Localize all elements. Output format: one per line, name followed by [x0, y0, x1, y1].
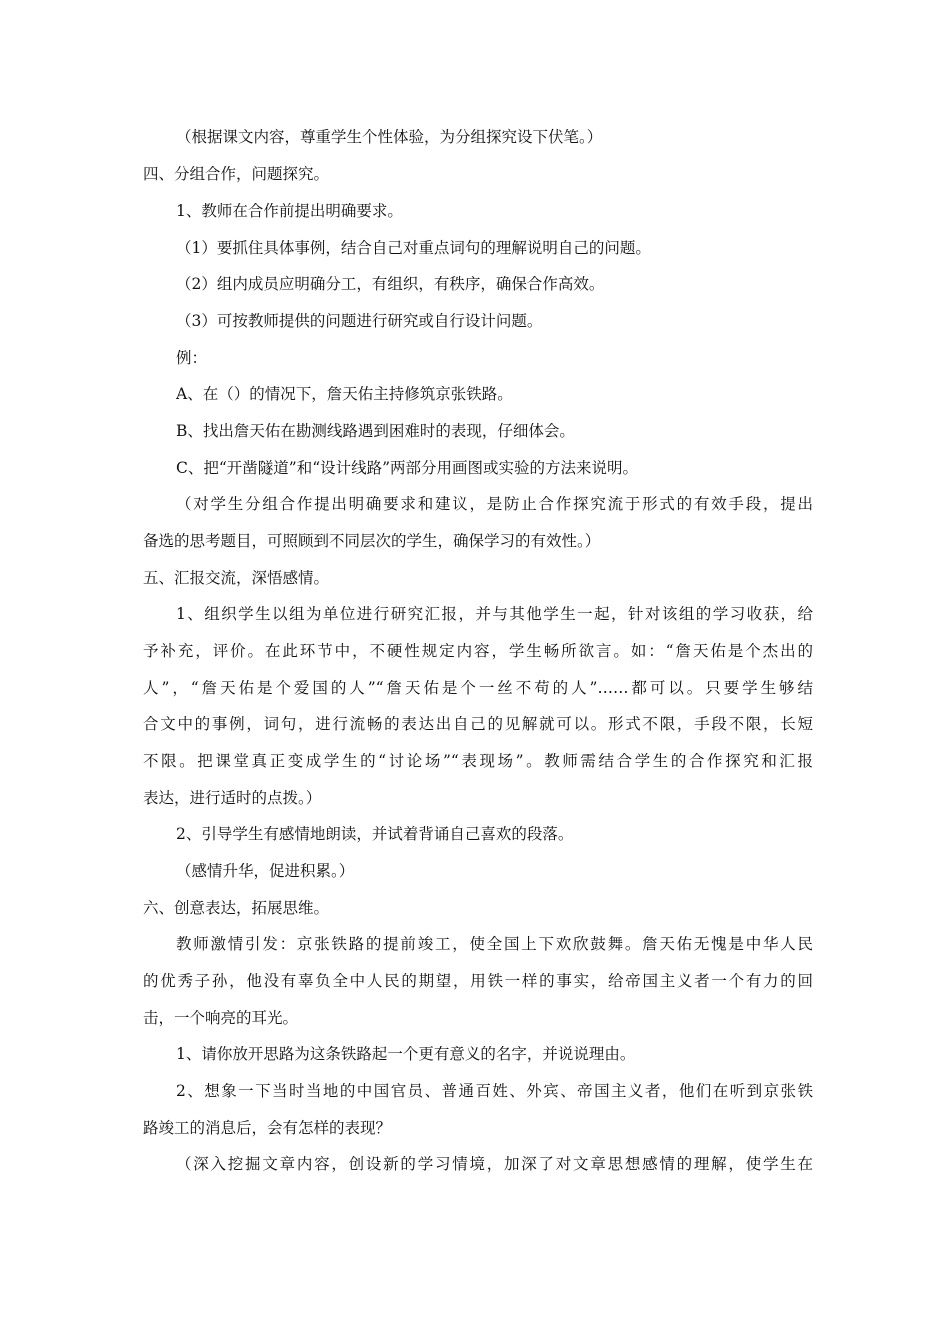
paragraph-line: 不限。把课堂真正变成学生的“讨论场”“表现场”。教师需结合学生的合作探究和汇报: [143, 752, 813, 770]
paragraph-line: （2）组内成员应明确分工，有组织，有秩序，确保合作高效。: [176, 275, 605, 293]
paragraph-line: 备选的思考题目，可照顾到不同层次的学生，确保学习的有效性。）: [143, 532, 601, 550]
paragraph-line: 2、引导学生有感情地朗读，并试着背诵自己喜欢的段落。: [176, 825, 574, 843]
paragraph-line: （1）要抓住具体事例，结合自己对重点词句的理解说明自己的问题。: [176, 239, 651, 257]
paragraph-line: （深入挖掘文章内容，创设新的学习情境，加深了对文章思想感情的理解，使学生在: [176, 1155, 813, 1173]
paragraph-line: 人”，“詹天佑是个爱国的人”“詹天佑是个一丝不苟的人”……都可以。只要学生够结: [143, 679, 813, 697]
section-heading: 六、创意表达，拓展思维。: [143, 899, 330, 917]
paragraph-line: （根据课文内容，尊重学生个性体验，为分组探究设下伏笔。）: [176, 128, 603, 146]
paragraph-line: 予补充，评价。在此环节中，不硬性规定内容，学生畅所欲言。如：“詹天佑是个杰出的: [143, 642, 813, 660]
paragraph-line: （对学生分组合作提出明确要求和建议，是防止合作探究流于形式的有效手段，提出: [176, 495, 813, 513]
paragraph-line: 击，一个响亮的耳光。: [143, 1009, 299, 1027]
paragraph-line: 教师激情引发：京张铁路的提前竣工，使全国上下欢欣鼓舞。詹天佑无愧是中华人民: [176, 935, 813, 953]
paragraph-line: 表达，进行适时的点拨。）: [143, 789, 322, 807]
paragraph-line: 合文中的事例，词句，进行流畅的表达出自己的见解就可以。形式不限，手段不限，长短: [143, 715, 813, 733]
paragraph-line: 1、请你放开思路为这条铁路起一个更有意义的名字，并说说理由。: [176, 1045, 636, 1063]
paragraph-line: 1、组织学生以组为单位进行研究汇报，并与其他学生一起，针对该组的学习收获，给: [176, 605, 813, 623]
section-heading: 五、汇报交流，深悟感情。: [143, 569, 330, 587]
paragraph-line: 1、教师在合作前提出明确要求。: [176, 202, 403, 220]
paragraph-line: 2、想象一下当时当地的中国官员、普通百姓、外宾、帝国主义者，他们在听到京张铁: [176, 1082, 813, 1100]
paragraph-line: 的优秀子孙，他没有辜负全中人民的期望，用铁一样的事实，给帝国主义者一个有力的回: [143, 972, 813, 990]
paragraph-line: 例：: [176, 349, 208, 367]
paragraph-line: A、在（）的情况下，詹天佑主持修筑京张铁路。: [176, 385, 513, 403]
paragraph-line: （3）可按教师提供的问题进行研究或自行设计问题。: [176, 312, 543, 330]
paragraph-line: C、把“开凿隧道”和“设计线路”两部分用画图或实验的方法来说明。: [176, 459, 639, 477]
paragraph-line: （感情升华，促进积累。）: [176, 862, 355, 880]
paragraph-line: B、找出詹天佑在勘测线路遇到困难时的表现，仔细体会。: [176, 422, 575, 440]
paragraph-line: 路竣工的消息后，会有怎样的表现？: [143, 1119, 392, 1137]
section-heading: 四、分组合作，问题探究。: [143, 165, 330, 183]
